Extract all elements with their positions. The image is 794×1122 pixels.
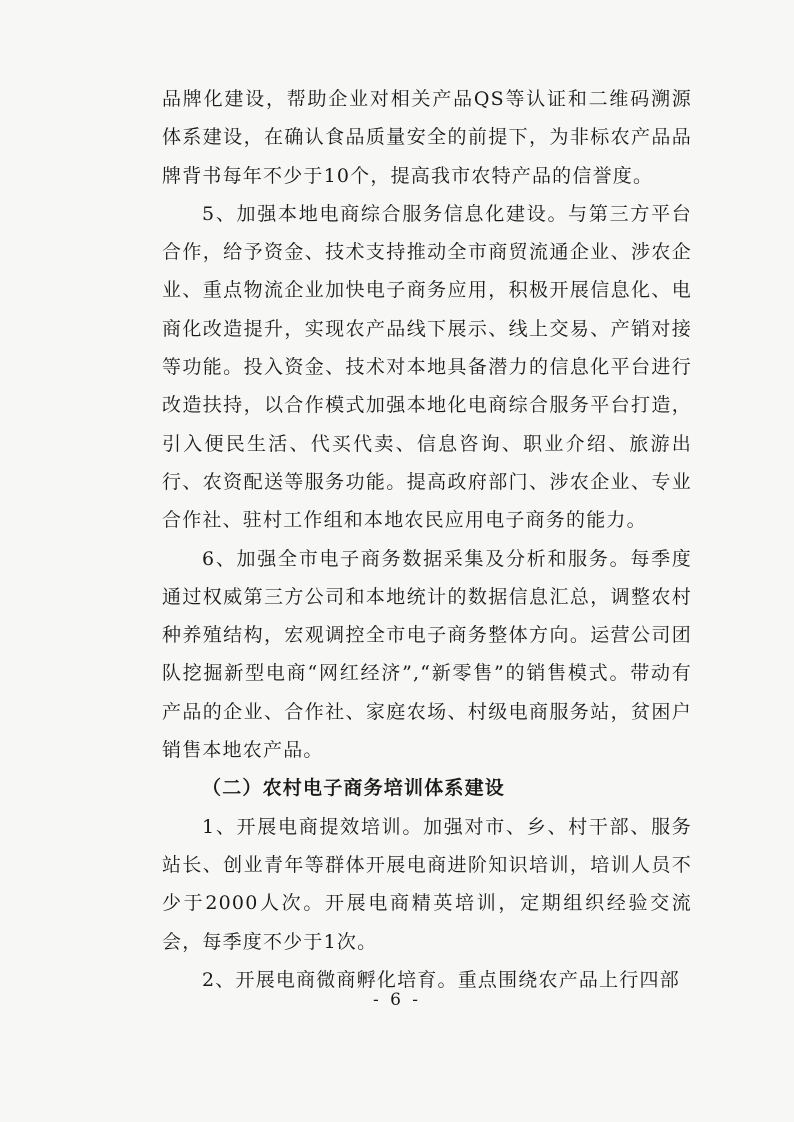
- paragraph-item-5: 5、加强本地电商综合服务信息化建设。与第三方平台合作，给予资金、技术支持推动全市商贸流通企业、涉农企业、重点物流企业加快电子商务应用，积极开展信息化、电商化改造提升，实现农产品线下展示、线上交易、产销对接等功能。投入资金、技术对本地具备潜力的信息化平台进行改造扶持，以合作模式加强本地化电商综合服务平台打造，引入便民生活、代买代卖、信息咨询、职业介绍、旅游出行、农资配送等服务功能。提高政府部门、涉农企业、专业合作社、驻村工作组和本地农民应用电子商务的能力。: [162, 202, 692, 532]
- page-number: - 6 -: [372, 990, 422, 1010]
- paragraph-item-2: 2、开展电商微商孵化培育。重点围绕农产品上行四部: [202, 968, 680, 991]
- paragraph-item-1: 1、开展电商提效培训。加强对市、乡、村干部、服务站长、创业青年等群体开展电商进阶知识培训，培训人员不少于2000人次。开展电商精英培训，定期组织经验交流会，每季度不少于1次。: [162, 815, 692, 953]
- section-heading: （二）农村电子商务培训体系建设: [202, 777, 506, 800]
- body-text: [162, 80, 692, 999]
- paragraph-continuation: 品牌化建设，帮助企业对相关产品QS等认证和二维码溯源体系建设，在确认食品质量安全的前提下，为非标农产品品牌背书每年不少于10个，提高我市农特产品的信誉度。: [162, 88, 692, 187]
- paragraph-item-6: 6、加强全市电子商务数据采集及分析和服务。每季度通过权威第三方公司和本地统计的数据信息汇总，调整农村种养殖结构，宏观调控全市电子商务整体方向。运营公司团队挖掘新型电商“网红经济”,“新零售”的销售模式。带动有产品的企业、合作社、家庭农场、村级电商服务站，贫困户销售本地农产品。: [162, 547, 692, 762]
